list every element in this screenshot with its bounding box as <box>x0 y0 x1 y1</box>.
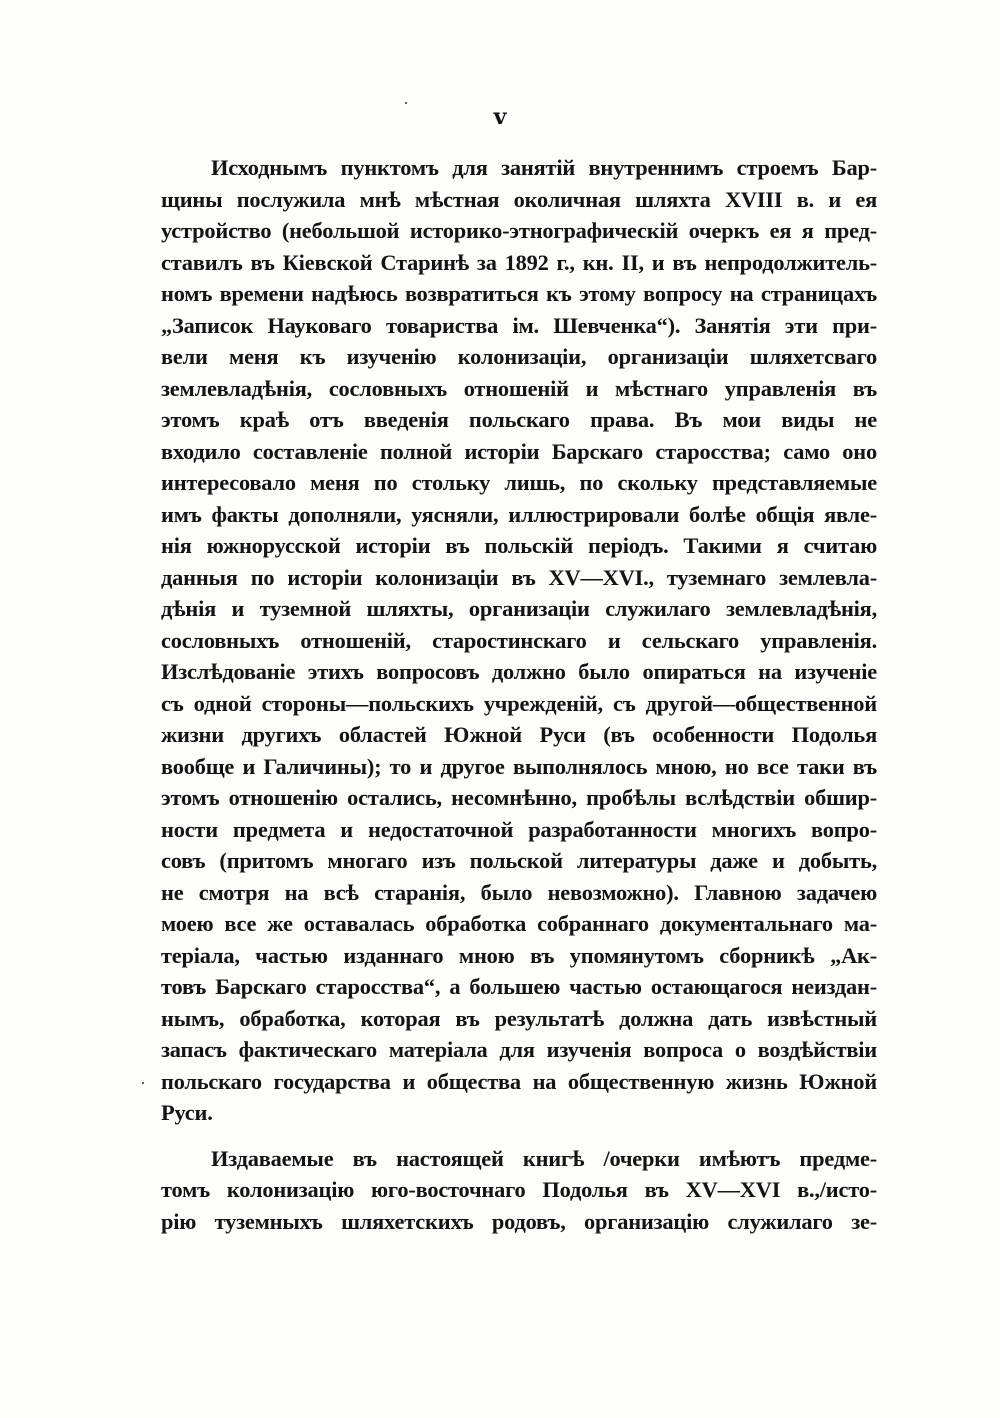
text-line: нія южнорусской исторіи въ польскій періодъ. Такими я считаю <box>161 533 877 558</box>
text-line: Издаваемые въ настоящей книгѣ /очерки имѣютъ предме- <box>211 1145 877 1171</box>
paragraph-1 <box>161 152 877 1129</box>
text-line: вели меня къ изученію колонизаціи, организаціи шляхетсваго <box>161 344 877 369</box>
text-line: устройство (небольшой историко-этнографическій очеркъ ея я пред- <box>161 218 877 243</box>
text-line: моею все же оставалась обработка собраннаго документальнаго ма- <box>161 911 877 936</box>
text-line: нымъ, обработка, которая въ результатѣ должна дать извѣстный <box>161 1005 877 1031</box>
text-line: ности предмета и недостаточной разработанности многихъ вопро- <box>161 816 877 842</box>
body-text <box>161 152 877 1237</box>
text-line: номъ времени надѣюсь возвратиться къ этому вопросу на страницахъ <box>161 281 877 306</box>
text-line: сословныхъ отношеній, старостинскаго и сельскаго управленія. <box>161 627 877 653</box>
text-line: дѣнія и туземной шляхты, организаціи служилаго землевладѣнія, <box>161 596 877 621</box>
text-line: землевладѣнія, сословныхъ отношеній и мѣстнаго управленія въ <box>161 375 877 401</box>
text-line: ставилъ въ Кіевской Старинѣ за 1892 г., кн. II, и въ непродолжитель- <box>161 249 877 275</box>
text-line: съ одной стороны—польскихъ учрежденій, съ другой—общественной <box>161 690 877 716</box>
text-line: томъ колонизацію юго-восточнаго Подолья въ XV—XVI в.,/исто- <box>161 1177 877 1202</box>
text-line: товъ Барскаго старосства“, а большею частью остающагося неиздан- <box>161 974 877 999</box>
page-number: v <box>493 104 507 130</box>
text-line: интересовало меня по стольку лишь, по скольку представляемые <box>161 470 877 495</box>
text-line: запасъ фактическаго матеріала для изученія вопроса о воздѣйствіи <box>161 1037 877 1062</box>
text-line: теріала, частью изданнаго мною въ упомянутомъ сборникѣ „Ак- <box>161 942 877 968</box>
text-line: Исходнымъ пунктомъ для занятій внутреннимъ строемъ Бар- <box>211 155 877 180</box>
text-line: имъ факты дополняли, уясняли, иллюстрировали болѣе общія явле- <box>161 501 877 527</box>
paragraph-gap <box>161 1129 877 1143</box>
text-line: Руси. <box>161 1100 213 1125</box>
text-line: жизни другихъ областей Южной Руси (въ особенности Подолья <box>161 722 877 747</box>
text-line: входило составленіе полной исторіи Барскаго старосства; само оно <box>161 438 877 464</box>
text-line: Изслѣдованіе этихъ вопросовъ должно было опираться на изученіе <box>161 659 877 684</box>
text-line: этомъ отношенію остались, несомнѣнно, пробѣлы вслѣдствіи обшир- <box>161 785 877 810</box>
text-line: этомъ краѣ отъ введенія польскаго права. Въ мои виды не <box>161 407 877 432</box>
text-line: совъ (притомъ многаго изъ польской литературы даже и добыть, <box>161 848 877 873</box>
text-line: щины послужила мнѣ мѣстная околичная шляхта XVIII в. и ея <box>161 186 877 212</box>
scan-speck <box>405 102 407 104</box>
text-line: польскаго государства и общества на общественную жизнь Южной <box>161 1068 877 1094</box>
scan-speck <box>142 1082 144 1084</box>
paragraph-2 <box>161 1143 877 1238</box>
text-line: данныя по исторіи колонизаціи въ XV—XVI., туземнаго землевла- <box>161 564 877 590</box>
text-line: рію туземныхъ шляхетскихъ родовъ, организацію служилаго зе- <box>161 1208 877 1234</box>
text-line: „Записок Науковаго товариства ім. Шевченка“). Занятія эти при- <box>161 312 877 338</box>
text-line: вообще и Галичины); то и другое выполнялось мною, но все таки въ <box>161 753 877 779</box>
text-line: не смотря на всѣ старанія, было невозможно). Главною задачею <box>161 879 877 905</box>
